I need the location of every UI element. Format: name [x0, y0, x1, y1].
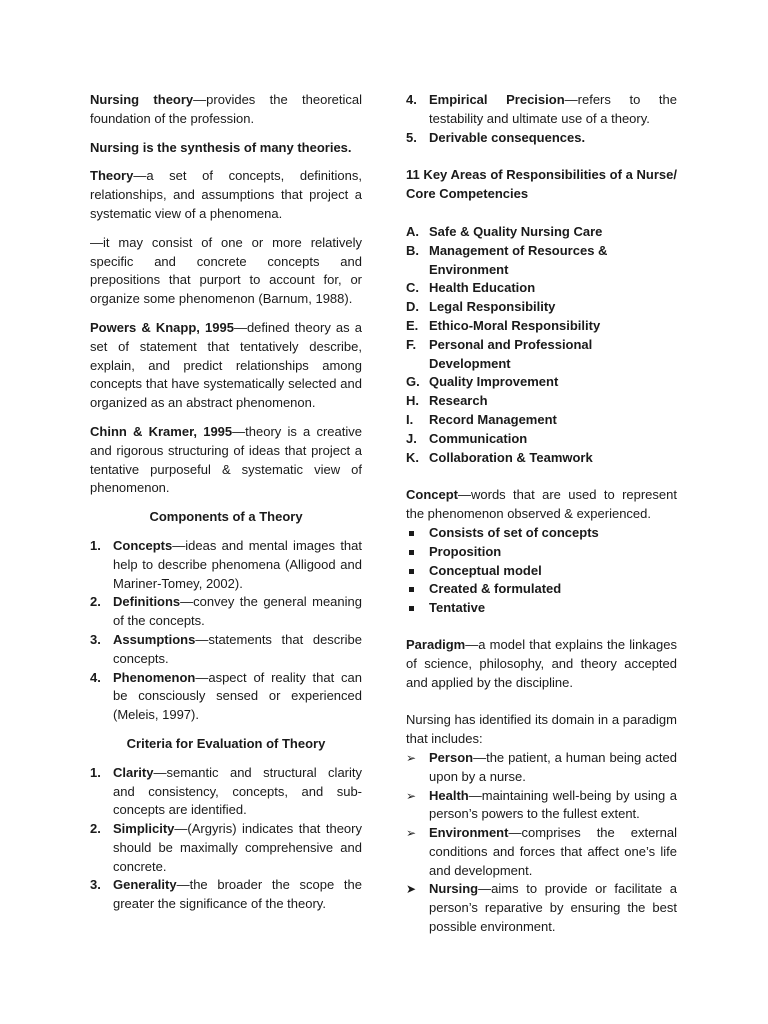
list-item: ➤ Nursing—aims to provide or facilitate a person’s reparative by ensuring the best possible environment.: [406, 881, 677, 935]
list-item: B. Management of Resources & Environment: [406, 242, 608, 277]
theory-barnum-paragraph: —it may consist of one or more relatively specific and concrete concepts and prepositions that purport to account for, or organize some phenomenon (Barnum, 1988).: [90, 234, 362, 307]
list-item: 3. Generality—the broader the scope the greater the significance of the theory.: [90, 877, 362, 912]
list-item: F. Personal and Professional Development: [406, 336, 593, 371]
left-column: [90, 91, 362, 914]
list-item: ➢ Environment—comprises the external conditions and forces that affect one’s life and development.: [406, 825, 677, 878]
criteria-heading: Criteria for Evaluation of Theory: [126, 735, 326, 751]
list-item: 5. Derivable consequences.: [406, 129, 586, 145]
square-bullet-icon: [409, 587, 414, 592]
arrowhead-bullet-icon: ➢: [406, 750, 417, 765]
list-item: ➢ Person—the patient, a human being acted upon by a nurse.: [406, 749, 677, 784]
list-item: 4. Phenomenon—aspect of reality that can be consciously sensed or experienced (Meleis, 1997).: [90, 669, 362, 723]
list-item: G. Quality Improvement: [406, 374, 559, 390]
criteria-list-continued: [406, 91, 677, 147]
synthesis-paragraph: Nursing is the synthesis of many theories.: [90, 139, 352, 155]
list-item: 2. Simplicity—(Argyris) indicates that theory should be maximally comprehensive and concrete.: [90, 821, 362, 874]
square-bullet-icon: [409, 531, 414, 536]
list-item: H. Research: [406, 393, 488, 409]
list-item: 2. Definitions—convey the general meaning of the concepts.: [90, 594, 362, 629]
arrowhead-bullet-icon: ➤: [406, 882, 417, 897]
square-bullet-icon: [409, 569, 414, 574]
square-bullet-icon: [409, 550, 414, 555]
list-item: Tentative: [406, 599, 677, 618]
components-heading: Components of a Theory: [149, 509, 303, 525]
list-item: D. Legal Responsibility: [406, 299, 556, 315]
list-item: Created & formulated: [406, 580, 677, 599]
list-item: I. Record Management: [406, 411, 557, 427]
list-item: J. Communication: [406, 430, 528, 446]
list-item: Consists of set of concepts: [406, 524, 677, 543]
key-areas-list: [406, 223, 677, 467]
nursing-theory-paragraph: Nursing theory—provides the theoretical foundation of the profession.: [90, 92, 362, 126]
list-item: A. Safe & Quality Nursing Care: [406, 223, 603, 239]
components-list: [90, 537, 362, 725]
theory-definition-paragraph: Theory—a set of concepts, definitions, relationships, and assumptions that project a systematic view of a phenomena.: [90, 168, 362, 221]
domain-list: [406, 749, 677, 937]
list-item: C. Health Education: [406, 280, 536, 296]
list-item: Conceptual model: [406, 562, 677, 581]
list-item: ➢ Health—maintaining well-being by using a person’s powers to the fullest extent.: [406, 787, 677, 822]
list-item: Proposition: [406, 543, 677, 562]
concept-paragraph: Concept—words that are used to represent the phenomenon observed & experienced.: [406, 487, 677, 522]
criteria-list: [90, 764, 362, 914]
list-item: 4. Empirical Precision—refers to the testability and ultimate use of a theory.: [406, 92, 677, 126]
list-item: K. Collaboration & Teamwork: [406, 449, 593, 465]
paradigm-paragraph: Paradigm—a model that explains the linkages of science, philosophy, and theory accepted and applied by the discipline.: [406, 636, 677, 690]
arrowhead-bullet-icon: ➢: [406, 826, 417, 841]
domain-intro: Nursing has identified its domain in a paradigm that includes:: [406, 712, 677, 747]
powers-knapp-paragraph: Powers & Knapp, 1995—defined theory as a set of statement that tentatively describe, explain, and predict relationships among concepts that have systematically selected and organized as an abstract phenomenon.: [90, 319, 362, 411]
list-item: 1. Clarity—semantic and structural clarity and consistency, concepts, and sub-concepts are identified.: [90, 764, 362, 818]
arrowhead-bullet-icon: ➢: [406, 788, 417, 803]
list-item: 3. Assumptions—statements that describe concepts.: [90, 631, 362, 666]
square-bullet-icon: [409, 606, 414, 611]
key-areas-heading: 11 Key Areas of Responsibilities of a Nurse/ Core Competencies: [406, 167, 677, 202]
list-item: 1. Concepts—ideas and mental images that help to describe phenomena (Alligood and Mariner-Tomey, 2002).: [90, 537, 362, 591]
right-column: [406, 91, 677, 937]
chinn-kramer-paragraph: Chinn & Kramer, 1995—theory is a creative and rigorous structuring of ideas that project a tentative purposeful & systematic view of phenomenon.: [90, 423, 362, 496]
list-item: E. Ethico-Moral Responsibility: [406, 317, 601, 333]
concept-list: [406, 524, 677, 618]
